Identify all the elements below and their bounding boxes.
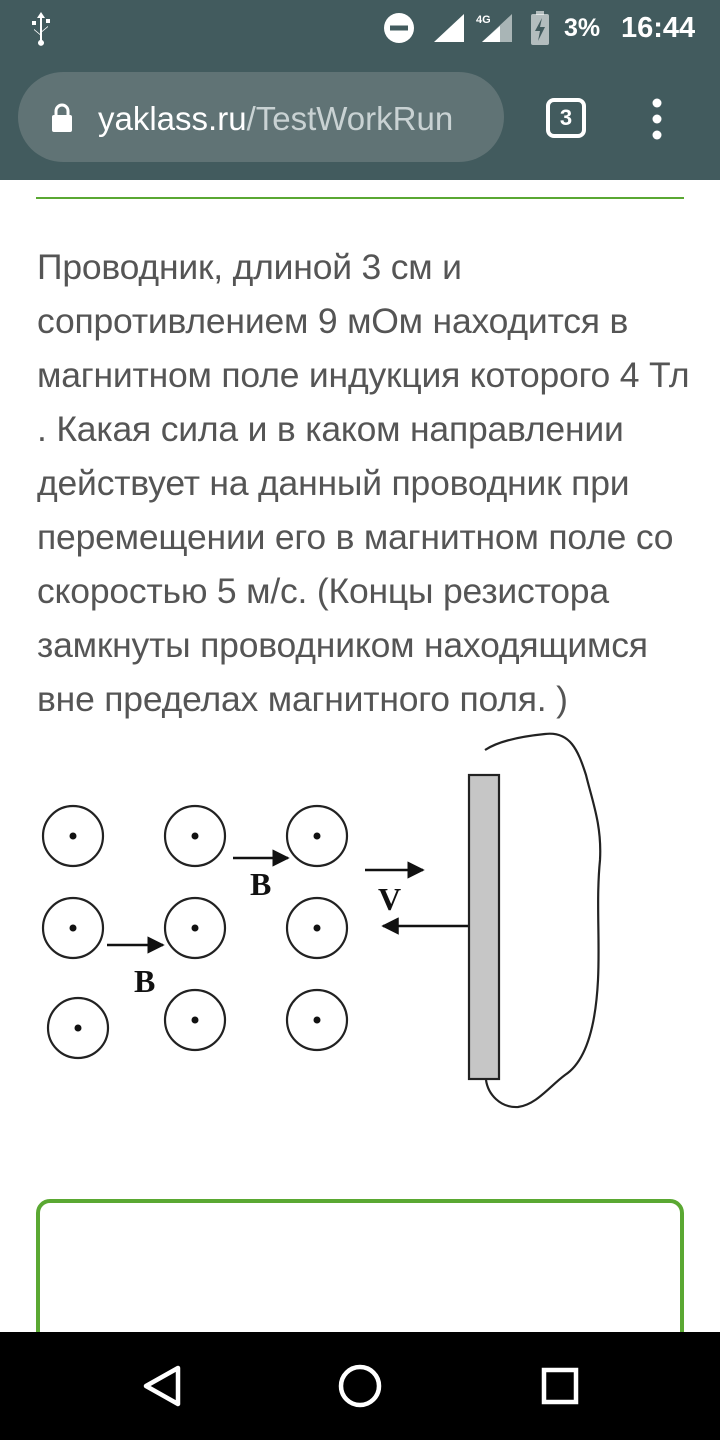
conductor-bar bbox=[469, 775, 499, 1079]
battery-charging-icon bbox=[529, 10, 551, 46]
url-path: /TestWorkRun bbox=[246, 100, 454, 137]
url-host: yaklass.ru bbox=[98, 100, 247, 137]
signal-icon bbox=[432, 12, 466, 44]
physics-diagram bbox=[30, 730, 650, 1120]
url-text[interactable] bbox=[98, 96, 486, 142]
signal-4g-icon bbox=[476, 12, 514, 44]
tab-count: 3 bbox=[559, 105, 573, 130]
tabs-button[interactable] bbox=[546, 98, 586, 138]
more-vert-icon[interactable] bbox=[646, 96, 668, 142]
v-label: V bbox=[378, 881, 402, 917]
battery-percent: 3% bbox=[564, 14, 601, 42]
recents-icon[interactable] bbox=[540, 1366, 580, 1406]
back-icon[interactable] bbox=[140, 1362, 184, 1410]
resistor-body-outline bbox=[485, 734, 600, 1107]
svg-text:4G: 4G bbox=[476, 14, 491, 26]
divider bbox=[36, 197, 684, 199]
clock: 16:44 bbox=[621, 12, 696, 44]
do-not-disturb-icon bbox=[383, 12, 415, 44]
status-bar bbox=[0, 0, 720, 56]
b-label-bottom: B bbox=[134, 963, 156, 999]
home-icon[interactable] bbox=[336, 1362, 384, 1410]
question-text: Проводник, длиной 3 см и сопротивлением 9 мОм находится в магнитном поле индукция которого 4 Тл . Какая сила и в каком направлении действует на данный проводник при перемещении его в магнитном поле со скоростью 5 м/с. (Концы резистора замкнуты проводником находящимся вне пределах магнитного поля. ) bbox=[37, 247, 690, 719]
usb-icon bbox=[28, 10, 54, 46]
lock-icon bbox=[50, 103, 74, 133]
browser-toolbar bbox=[0, 0, 720, 180]
b-label-top: B bbox=[250, 866, 272, 902]
field-dots bbox=[70, 833, 321, 1032]
